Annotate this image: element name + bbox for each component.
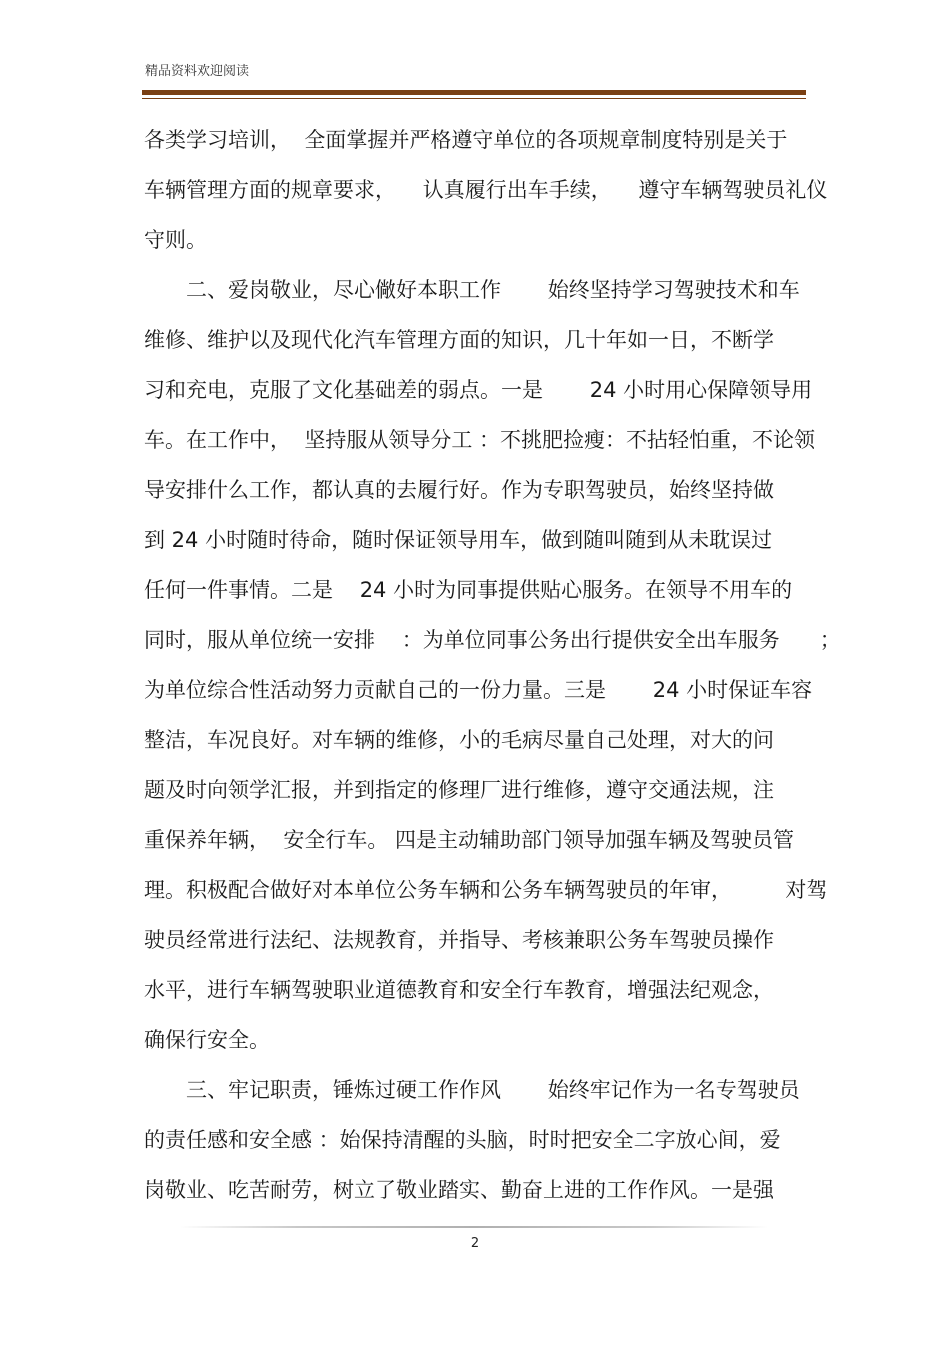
text-line: 维修、维护以及现代化汽车管理方面的知识，几十年如一日，不断学 [144,328,774,352]
text-line: 同时，服从单位统一安排 ：为单位同事公务出行提供安全出车服务 ； [144,628,841,652]
text-line: 车辆管理方面的规章要求， 认真履行出车手续， 遵守车辆驾驶员礼仪 [144,178,828,202]
text-line: 导安排什么工作，都认真的去履行好。作为专职驾驶员，始终坚持做 [144,478,774,502]
header-divider-thick [142,90,806,95]
text-line: 车。在工作中， 坚持服从领导分工 ：不挑肥捡瘦：不拈轻怕重，不论领 [144,428,816,452]
text-line: 到 24 小时随时待命，随时保证领导用车，做到随叫随到从未耽误过 [144,528,773,552]
text-line: 为单位综合性活动努力贡献自己的一份力量。三是 24 小时保证车容 [144,678,813,702]
text-line: 驶员经常进行法纪、法规教育，并指导、考核兼职公务车驾驶员操作 [144,928,774,952]
paragraph-heading-line: 三、牢记职责，锤炼过硬工作作风 始终牢记作为一名专驾驶员 [186,1078,800,1102]
text-line: 整洁，车况良好。对车辆的维修，小的毛病尽量自己处理，对大的问 [144,728,774,752]
paragraph-heading-line: 二、爱岗敬业，尽心僘好本职工作 始终坚持学习驾驶技术和车 [186,278,800,302]
page-number: 2 [470,1236,480,1251]
text-line: 任何一件事情。二是 24 小时为同事提供贴心服务。在领导不用车的 [144,578,793,602]
text-line: 守则。 [144,228,207,252]
text-line: 重保养年辆， 安全行车。 四是主动辅助部门领导加强车辆及驾驶员管 [144,828,795,852]
text-line: 的责任感和安全感 ：始保持清醒的头脑，时时把安全二字放心间，爱 [144,1128,781,1152]
footer-divider [180,1226,768,1228]
text-line: 水平，进行车辆驾驶职业道德教育和安全行车教育，增强法纪观念， [144,978,774,1002]
text-line: 确保行安全。 [144,1028,270,1052]
header-title: 精品资料欢迎阅读 [145,64,250,79]
text-line: 习和充电，克服了文化基础差的弱点。一是 24 小时用心保障领导用 [144,378,813,402]
text-line: 各类学习培训， 全面掌握并严格遵守单位的各项规章制度特别是关于 [144,128,788,152]
text-line: 岗敬业、吃苦耐劳，树立了敬业踏实、勤奋上进的工作作风。一是强 [144,1178,774,1202]
header-divider-thin [142,98,806,99]
text-line: 理。积极配合做好对本单位公务车辆和公务车辆驾驶员的年审， 对驾 [144,878,828,902]
text-line: 题及时向领学汇报，并到指定的修理厂进行维修，遵守交通法规，注 [144,778,774,802]
